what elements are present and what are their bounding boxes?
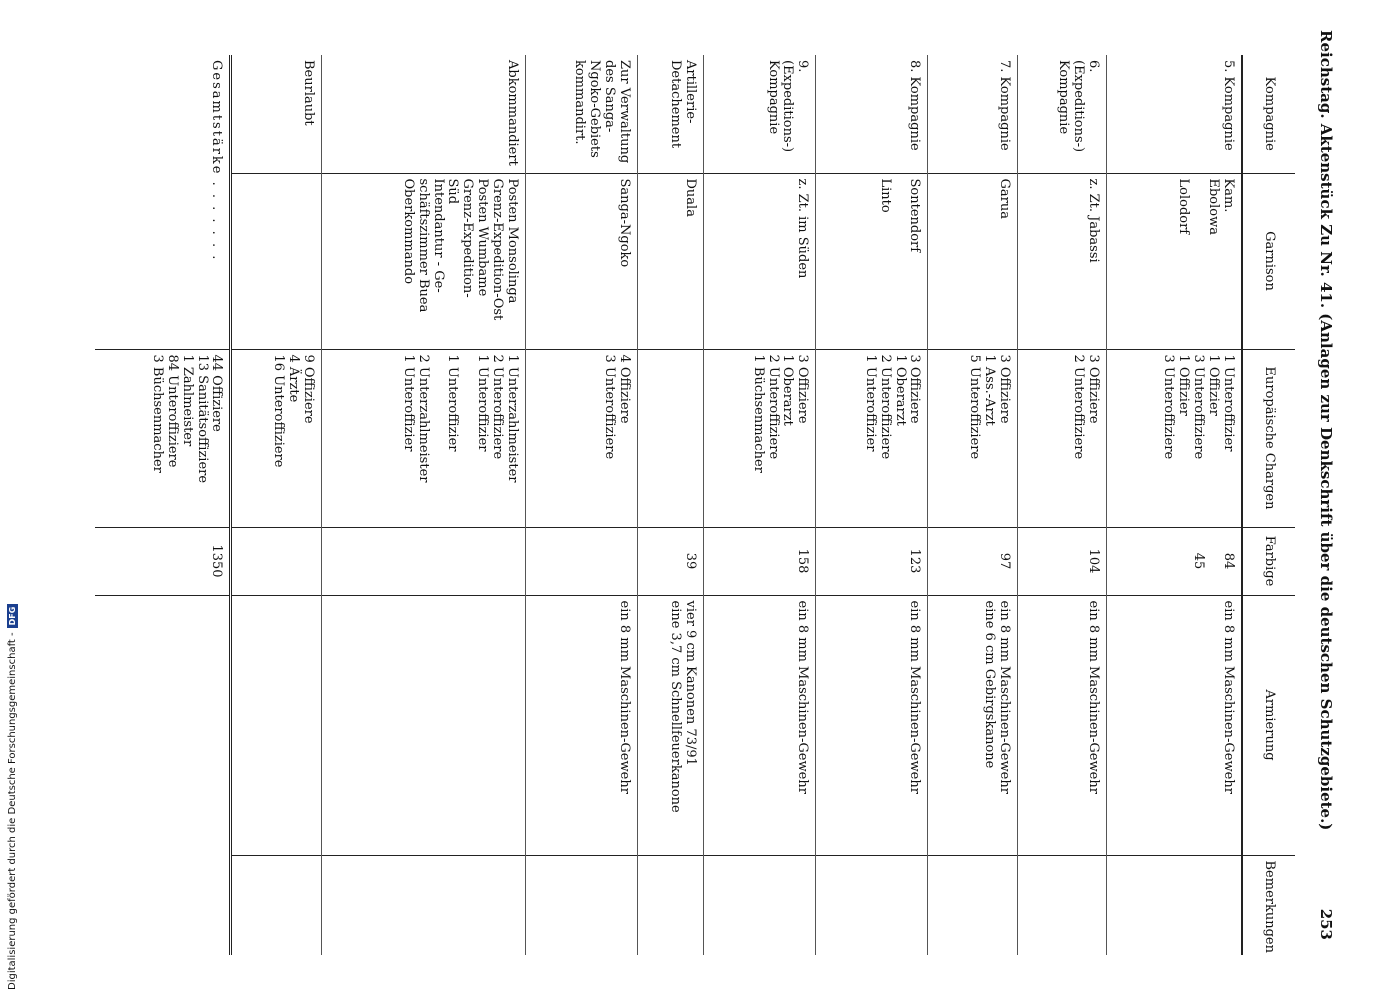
cell-text: 8. Kompagnie [907, 60, 923, 151]
column-header: Armierung [1242, 595, 1295, 855]
cell-text: 7. Kompagnie [996, 60, 1012, 151]
cell-text: 5. Kompagnie [1221, 60, 1236, 151]
cell-armierung [704, 595, 816, 855]
cell-garnison [816, 173, 928, 349]
cell-armierung [638, 595, 704, 855]
cell-text: Zur Verwaltung des Sanga- Ngoko-Gebiets kommandirt. [572, 60, 633, 164]
page-number: 253 [1317, 908, 1335, 940]
cell-text: Abkommandiert [505, 60, 521, 166]
cell-text: ein 8 mm Maschinen-Gewehr [617, 600, 633, 794]
cell-bemerkungen [322, 855, 526, 955]
running-head [1317, 30, 1335, 940]
cell-text: Kam. Ebolowa Lolodorf [1176, 178, 1236, 236]
table-row [928, 55, 1017, 955]
table-header-row [1242, 55, 1295, 955]
table-row [231, 55, 322, 955]
total-cell [95, 527, 231, 595]
cell-text: Garua [996, 178, 1012, 219]
cell-bemerkungen [816, 855, 928, 955]
cell-armierung [928, 595, 1017, 855]
cell-text: 3 Offiziere 1 Oberarzt 2 Unteroffiziere 1 Unteroffizier [862, 354, 923, 460]
cell-text: vier 9 cm Kanonen 73/91 eine 3,7 cm Schnellfeuerkanone [668, 600, 699, 813]
cell-kompagnie [638, 55, 704, 173]
cell-text: ein 8 mm Maschinen-Gewehr eine 6 cm Gebirgskanone [981, 600, 1012, 794]
column-header: Europäische Chargen [1242, 349, 1295, 527]
cell-text: Beurlaubt [301, 60, 317, 126]
cell-garnison [526, 173, 638, 349]
total-cell [95, 349, 231, 527]
cell-farbige [1106, 527, 1242, 595]
cell-kompagnie [1017, 55, 1106, 173]
cell-chargen [322, 349, 526, 527]
running-head-title: Reichstag. Aktenstück Zu Nr. 41. (Anlagen zur Denkschrift über die deutschen Schutzgebiete.) [1317, 30, 1335, 831]
cell-chargen [526, 349, 638, 527]
cell-text: 158 [795, 548, 811, 574]
cell-text: ein 8 mm Maschinen-Gewehr [907, 600, 923, 794]
cell-bemerkungen [1106, 855, 1242, 955]
total-cell [95, 55, 231, 349]
total-text: 1350 [209, 544, 225, 578]
column-header: Garnison [1242, 173, 1295, 349]
cell-bemerkungen [928, 855, 1017, 955]
total-text: Gesamtstärke . . . . . . . [209, 60, 225, 262]
cell-chargen [1106, 349, 1242, 527]
cell-text: z. Zt. Jabassi [1085, 178, 1101, 263]
cell-text: 1 Unterzahlmeister 2 Unteroffiziere 1 Unteroffizier 1 Unteroffizier 2 Unterzahlmeister 1 Unteroffizier [400, 354, 521, 483]
cell-text: ein 8 mm Maschinen-Gewehr [795, 600, 811, 794]
total-cell [95, 595, 231, 955]
cell-bemerkungen [231, 855, 322, 955]
cell-chargen [704, 349, 816, 527]
cell-bemerkungen [526, 855, 638, 955]
cell-chargen [816, 349, 928, 527]
cell-text: 104 [1085, 548, 1101, 574]
cell-garnison [231, 173, 322, 349]
cell-text: 97 [996, 552, 1012, 570]
cell-kompagnie [816, 55, 928, 173]
cell-kompagnie [1106, 55, 1242, 173]
cell-armierung [816, 595, 928, 855]
cell-chargen [1017, 349, 1106, 527]
cell-farbige [704, 527, 816, 595]
cell-kompagnie [704, 55, 816, 173]
table-row [1017, 55, 1106, 955]
table-row [704, 55, 816, 955]
cell-farbige [526, 527, 638, 595]
cell-text: Artillerie- Detachement [668, 60, 699, 149]
cell-text: Posten Monsolinga Grenz-Expedition-Ost Posten Wumbame Grenz-Expedition- Süd Intendantur - Ge- schäftszimmer Buea Oberkommando [400, 178, 521, 321]
cell-text: 1 Unteroffizier 1 Offizier 3 Unteroffiziere 1 Offizier 3 Unteroffiziere [1161, 354, 1236, 460]
cell-text: Duala [683, 178, 699, 217]
column-header: Kompagnie [1242, 55, 1295, 173]
cell-bemerkungen [638, 855, 704, 955]
table-row [322, 55, 526, 955]
column-header: Farbige [1242, 527, 1295, 595]
garrison-table [95, 55, 1295, 955]
cell-chargen [928, 349, 1017, 527]
cell-garnison [1106, 173, 1242, 349]
cell-bemerkungen [704, 855, 816, 955]
cell-text: ein 8 mm Maschinen-Gewehr [1221, 600, 1236, 794]
cell-farbige [231, 527, 322, 595]
table-row [526, 55, 638, 955]
cell-text: 9 Offiziere 4 Ärzte 16 Unteroffiziere [271, 354, 317, 468]
cell-kompagnie [322, 55, 526, 173]
cell-text: 9. (Expeditions-) Kompagnie [765, 60, 811, 153]
cell-garnison [928, 173, 1017, 349]
footer-text: Digitalisierung gefördert durch die Deutsche Forschungsgemeinschaft - [6, 632, 18, 990]
cell-garnison [638, 173, 704, 349]
cell-farbige [322, 527, 526, 595]
cell-garnison [322, 173, 526, 349]
cell-text: 84 45 [1191, 552, 1236, 570]
cell-armierung [1017, 595, 1106, 855]
column-header: Bemerkungen [1242, 855, 1295, 955]
dfg-logo-icon: DFG [7, 604, 18, 629]
cell-garnison [704, 173, 816, 349]
cell-text: 3 Offiziere 2 Unteroffiziere [1070, 354, 1101, 460]
cell-text: Sanga-Ngoko [617, 178, 633, 268]
cell-farbige [1017, 527, 1106, 595]
cell-text: 39 [683, 552, 699, 570]
cell-chargen [231, 349, 322, 527]
cell-text: Sontendorf Linto [877, 178, 923, 253]
cell-text: ein 8 mm Maschinen-Gewehr [1085, 600, 1101, 794]
cell-text: 3 Offiziere 1 Oberarzt 2 Unteroffiziere 1 Büchsenmacher [750, 354, 811, 473]
cell-farbige [928, 527, 1017, 595]
cell-kompagnie [928, 55, 1017, 173]
cell-text: 123 [907, 548, 923, 574]
cell-garnison [1017, 173, 1106, 349]
cell-text: 6. (Expeditions-) Kompagnie [1055, 60, 1101, 153]
cell-farbige [638, 527, 704, 595]
table-row [1106, 55, 1242, 955]
cell-armierung [1106, 595, 1242, 855]
cell-kompagnie [231, 55, 322, 173]
cell-kompagnie [526, 55, 638, 173]
table-row [816, 55, 928, 955]
cell-text: z. Zt. im Süden [795, 178, 811, 279]
cell-text: 4 Offiziere 3 Unteroffiziere [602, 354, 633, 460]
cell-chargen [638, 349, 704, 527]
total-row [95, 55, 231, 955]
cell-bemerkungen [1017, 855, 1106, 955]
cell-farbige [816, 527, 928, 595]
cell-armierung [322, 595, 526, 855]
table-row [638, 55, 704, 955]
total-text: 44 Offiziere 13 Sanitätsoffiziere 1 Zahlmeister 84 Unteroffiziere 3 Büchsenmacher [149, 354, 225, 484]
cell-armierung [526, 595, 638, 855]
cell-text: 3 Offiziere 1 Ass.-Arzt 5 Unteroffiziere [966, 354, 1012, 460]
cell-armierung [231, 595, 322, 855]
digitization-footer [0, 0, 24, 1000]
